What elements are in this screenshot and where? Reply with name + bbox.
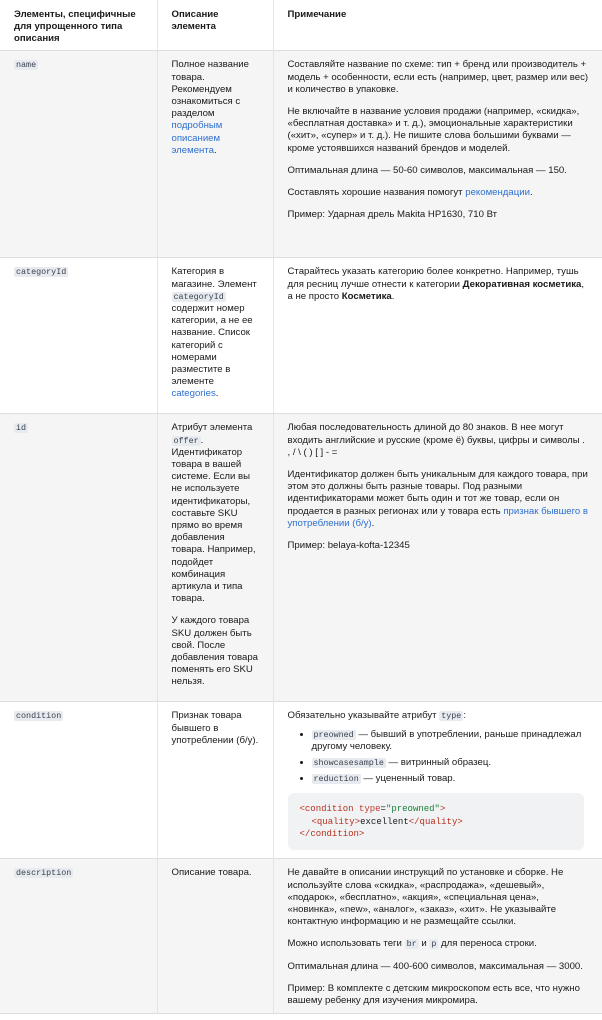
element-code-description: description <box>16 868 72 879</box>
recommendations-link[interactable]: рекомендации <box>465 187 530 199</box>
header-note: Примечание <box>273 0 602 51</box>
note-cell: Не давайте в описании инструкций по установке и сборке. Не используйте слова «скидка», «распродажа», «дешевый», «подарок», «бесплатно», «акция», «специальная цена», «новинка», «new», «аналог», «заказ», «хит». Не указывайте контактную информацию и не размещайте ссылки. Можно использовать теги br и p для переноса строки. Оптимальная длина — 400-600 символов, максимальная — 3000. Пример: В комплекте с детским микроскопом есть все, что нужно вашему ребенку для изучения микромира. <box>273 859 602 1014</box>
header-description: Описание элемента <box>157 0 273 51</box>
table-row-name <box>0 51 602 258</box>
note-cell: Обязательно указывайте атрибут type : • preowned — бывший в употреблении, раньше принадлежал другому человеку. • showcasesample — витринный образец. • reduction — уцененный товар. <condition type="preowned"> <quality>excellent</quality> </condition> <box>273 702 602 859</box>
element-code-categoryId: categoryId <box>16 267 67 278</box>
detailed-description-link[interactable]: подробным описанием элемента <box>171 120 223 156</box>
condition-values-list <box>288 729 591 786</box>
description-cell: Полное название товара. Рекомендуем ознакомиться с разделом подробным описанием элемента. <box>157 51 273 258</box>
table-row-condition <box>0 702 602 859</box>
list-item: • reduction — уцененный товар. <box>312 773 591 785</box>
note-cell: Старайтесь указать категорию более конкретно. Например, тушь для ресниц лучше отнести к категории Декоративная косметика, а не просто Косметика. <box>273 258 602 414</box>
element-code-name: name <box>16 60 37 71</box>
preowned-link[interactable]: признак бывшего в употреблении (б/у) <box>287 505 589 529</box>
note-cell: Составляйте название по схеме: тип + бренд или производитель + модель + особенности, если есть (например, цвет, размер или вес) и количество в упаковке. Не включайте в название условия продажи (например, «скидка», «бесплатная доставка» и т. д.), эмоциональные характеристики («хит», «супер» и т. д.). Не пишите слова большими буквами — кроме устоявшихся названий брендов и моделей. Оптимальная длина — 50-60 символов, максимальная — 150. Составлять хорошие названия помогут рекомендации. Пример: Ударная дрель Makita HP1630, 710 Вт <box>273 51 602 258</box>
list-item: • showcasesample — витринный образец. <box>312 757 591 769</box>
element-code-condition: condition <box>16 711 62 722</box>
table-header <box>0 0 602 51</box>
header-elements: Элементы, специфичные для упрощенного типа описания <box>0 0 157 51</box>
list-item: • preowned — бывший в употреблении, раньше принадлежал другому человеку. <box>312 729 591 753</box>
table-row-description <box>0 859 602 1014</box>
description-cell: Атрибут элемента offer . Идентификатор товара в вашей системе. Если вы не используете идентификаторы, составьте SKU прямо во время добавления товара. Например, подойдет комбинация артикула и типа товара. У каждого товара SKU должен быть свой. После добавления товара поменять его SKU нельзя. <box>157 414 273 702</box>
description-cell: Описание товара. <box>157 859 273 1014</box>
description-cell: Категория в магазине. Элемент categoryId содержит номер категории, а не ее название. Список категорий с номерами разместите в элементе categories. <box>157 258 273 414</box>
note-cell: Любая последовательность длиной до 80 знаков. В нее могут входить английские и русские (кроме ё) буквы, цифры и символы . , / \ ( ) [ ] - = Идентификатор должен быть уникальным для каждого товара, при этом это должны быть разные товары. Под разными идентификаторами может быть один и тот же товар, если он продается в разных регионах или у товара есть признак бывшего в употреблении (б/у). Пример: belaya-kofta-12345 <box>273 414 602 702</box>
xml-example: <condition type="preowned"> <quality>excellent</quality> </condition> <box>288 793 585 850</box>
description-cell: Признак товара бывшего в употреблении (б/у). <box>157 702 273 859</box>
table-row-id <box>0 414 602 702</box>
element-code-id: id <box>16 423 27 434</box>
table-row-categoryId <box>0 258 602 414</box>
categories-link[interactable]: categories <box>171 388 216 400</box>
